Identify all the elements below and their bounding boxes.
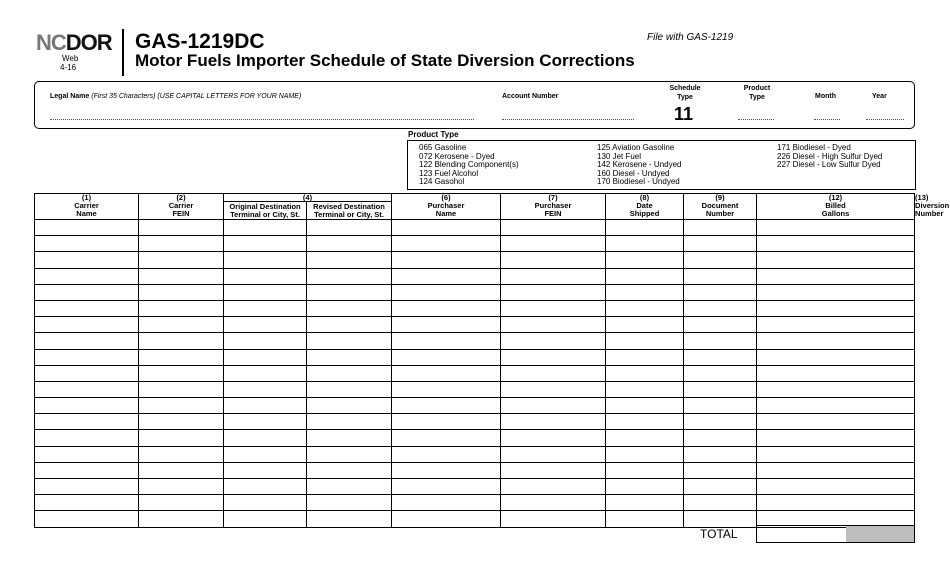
cell-carrier-fein[interactable] [139,430,224,446]
cell-purchaser-name[interactable] [392,414,501,430]
cell-revised-destination[interactable] [307,284,392,300]
cell-original-destination[interactable] [224,446,307,462]
col-header-purchaser-fein: (7) Purchaser FEIN [501,194,606,220]
cell-date-shipped[interactable] [606,284,684,300]
cell-carrier-name[interactable] [35,365,139,381]
schedule-type-value: 11 [674,104,694,124]
total-label: TOTAL [700,527,738,541]
cell-carrier-name[interactable] [35,252,139,268]
cell-revised-destination[interactable] [307,381,392,397]
cell-document-number[interactable] [684,462,757,478]
cell-revised-destination[interactable] [307,365,392,381]
cell-carrier-name[interactable] [35,333,139,349]
cell-document-number[interactable] [684,430,757,446]
cell-billed-gallons[interactable] [757,300,915,316]
cell-document-number[interactable] [684,268,757,284]
col-header-carrier-name: (1) Carrier Name [35,194,139,220]
table-row [35,220,915,236]
cell-purchaser-fein[interactable] [501,511,606,527]
table-body [35,220,915,528]
cell-carrier-fein[interactable] [139,284,224,300]
cell-carrier-fein[interactable] [139,252,224,268]
cell-date-shipped[interactable] [606,446,684,462]
cell-original-destination[interactable] [224,479,307,495]
cell-revised-destination[interactable] [307,479,392,495]
cell-billed-gallons[interactable] [757,284,915,300]
cell-revised-destination[interactable] [307,511,392,527]
cell-carrier-fein[interactable] [139,317,224,333]
cell-date-shipped[interactable] [606,398,684,414]
cell-carrier-name[interactable] [35,479,139,495]
month-field[interactable] [814,119,840,120]
cell-original-destination[interactable] [224,398,307,414]
cell-revised-destination[interactable] [307,268,392,284]
cell-carrier-name[interactable] [35,300,139,316]
cell-carrier-fein[interactable] [139,398,224,414]
cell-purchaser-fein[interactable] [501,381,606,397]
cell-billed-gallons[interactable] [757,495,915,511]
col-header-date-shipped: (8) Date Shipped [606,194,684,220]
taxpayer-info-box [34,81,915,129]
table-row [35,300,915,316]
cell-carrier-name[interactable] [35,398,139,414]
product-type-field[interactable] [738,119,774,120]
cell-document-number[interactable] [684,495,757,511]
header-divider [122,29,124,76]
cell-billed-gallons[interactable] [757,381,915,397]
cell-original-destination[interactable] [224,252,307,268]
cell-original-destination[interactable] [224,462,307,478]
cell-original-destination[interactable] [224,300,307,316]
cell-carrier-name[interactable] [35,284,139,300]
cell-purchaser-name[interactable] [392,220,501,236]
cell-document-number[interactable] [684,333,757,349]
table-row [35,236,915,252]
cell-carrier-fein[interactable] [139,479,224,495]
cell-carrier-name[interactable] [35,220,139,236]
cell-purchaser-fein[interactable] [501,495,606,511]
cell-purchaser-name[interactable] [392,252,501,268]
table-row [35,349,915,365]
cell-document-number[interactable] [684,479,757,495]
cell-purchaser-fein[interactable] [501,268,606,284]
table-row [35,333,915,349]
cell-date-shipped[interactable] [606,511,684,527]
product-type-list-label: Product Type [408,130,459,139]
table-row [35,252,915,268]
cell-revised-destination[interactable] [307,252,392,268]
col-header-purchaser-name: (6) Purchaser Name [392,194,501,220]
file-with-note: File with GAS-1219 [647,32,734,43]
cell-carrier-name[interactable] [35,381,139,397]
cell-document-number[interactable] [684,252,757,268]
cell-carrier-fein[interactable] [139,236,224,252]
cell-carrier-name[interactable] [35,462,139,478]
cell-document-number[interactable] [684,511,757,527]
cell-purchaser-fein[interactable] [501,317,606,333]
table-row [35,446,915,462]
cell-original-destination[interactable] [224,268,307,284]
cell-document-number[interactable] [684,284,757,300]
cell-carrier-name[interactable] [35,511,139,527]
diversion-corrections-table: (1) Carrier Name (2) Carrier FEIN (4) (6) Purchaser Name (7) Purchaser FEIN (8) Date Shipped (9) Document Number (12) Billed Gallons (13) Diversion Number Original Destination Terminal or City, St. Revised Destination Terminal or City, St. [34,193,915,528]
cell-purchaser-name[interactable] [392,333,501,349]
cell-billed-gallons[interactable] [757,268,915,284]
cell-purchaser-fein[interactable] [501,333,606,349]
table-row [35,414,915,430]
cell-document-number[interactable] [684,300,757,316]
table-row [35,479,915,495]
col-header-carrier-fein: (2) Carrier FEIN [139,194,224,220]
cell-document-number[interactable] [684,446,757,462]
cell-purchaser-name[interactable] [392,365,501,381]
cell-revised-destination[interactable] [307,300,392,316]
cell-purchaser-name[interactable] [392,381,501,397]
product-type-column-1: 065 Gasoline 072 Kerosene - Dyed 122 Blending Component(s) 123 Fuel Alcohol 124 Gasohol [419,143,519,187]
cell-carrier-fein[interactable] [139,414,224,430]
table-row [35,495,915,511]
cell-billed-gallons[interactable] [757,317,915,333]
total-billed-gallons-field[interactable] [756,525,848,543]
cell-purchaser-name[interactable] [392,349,501,365]
schedule-type-label: Schedule Type [669,85,701,101]
cell-billed-gallons[interactable] [757,479,915,495]
cell-document-number[interactable] [684,220,757,236]
cell-date-shipped[interactable] [606,495,684,511]
table-row [35,381,915,397]
cell-original-destination[interactable] [224,236,307,252]
col-header-original-destination: Original Destination Terminal or City, St. [224,202,307,220]
cell-purchaser-name[interactable] [392,317,501,333]
cell-purchaser-fein[interactable] [501,284,606,300]
cell-document-number[interactable] [684,381,757,397]
table-row [35,268,915,284]
cell-original-destination[interactable] [224,333,307,349]
cell-purchaser-fein[interactable] [501,462,606,478]
cell-revised-destination[interactable] [307,317,392,333]
cell-document-number[interactable] [684,317,757,333]
cell-original-destination[interactable] [224,220,307,236]
cell-purchaser-name[interactable] [392,430,501,446]
cell-purchaser-name[interactable] [392,462,501,478]
cell-purchaser-name[interactable] [392,268,501,284]
cell-date-shipped[interactable] [606,268,684,284]
cell-revised-destination[interactable] [307,220,392,236]
cell-purchaser-fein[interactable] [501,430,606,446]
table-row [35,284,915,300]
cell-revised-destination[interactable] [307,333,392,349]
form-id: GAS-1219DC [135,30,265,53]
cell-date-shipped[interactable] [606,220,684,236]
cell-carrier-fein[interactable] [139,462,224,478]
cell-date-shipped[interactable] [606,479,684,495]
col-header-document-number: (9) Document Number [684,194,757,220]
cell-carrier-fein[interactable] [139,349,224,365]
cell-document-number[interactable] [684,365,757,381]
cell-date-shipped[interactable] [606,414,684,430]
table-row [35,317,915,333]
logo-version: Web 4-16 [60,54,79,72]
cell-purchaser-name[interactable] [392,479,501,495]
cell-original-destination[interactable] [224,430,307,446]
cell-purchaser-fein[interactable] [501,220,606,236]
cell-carrier-fein[interactable] [139,511,224,527]
cell-original-destination[interactable] [224,381,307,397]
ncdor-logo: NCDOR [36,30,112,55]
account-number-field[interactable] [502,119,634,120]
cell-carrier-fein[interactable] [139,495,224,511]
legal-name-field[interactable] [50,119,474,120]
cell-purchaser-fein[interactable] [501,414,606,430]
cell-purchaser-name[interactable] [392,398,501,414]
cell-date-shipped[interactable] [606,333,684,349]
cell-original-destination[interactable] [224,414,307,430]
cell-purchaser-fein[interactable] [501,300,606,316]
product-type-column-2: 125 Aviation Gasoline 130 Jet Fuel 142 Kerosene - Undyed 160 Diesel - Undyed 170 Biodiesel - Undyed [597,143,682,187]
cell-carrier-fein[interactable] [139,381,224,397]
cell-billed-gallons[interactable] [757,252,915,268]
cell-original-destination[interactable] [224,317,307,333]
cell-purchaser-fein[interactable] [501,446,606,462]
product-type-column-3: 171 Biodiesel - Dyed 226 Diesel - High Sulfur Dyed 227 Diesel - Low Sulfur Dyed [777,143,883,170]
cell-carrier-name[interactable] [35,495,139,511]
product-type-list [407,140,916,190]
cell-document-number[interactable] [684,236,757,252]
cell-purchaser-name[interactable] [392,511,501,527]
cell-billed-gallons[interactable] [757,446,915,462]
cell-carrier-name[interactable] [35,317,139,333]
cell-purchaser-name[interactable] [392,284,501,300]
cell-date-shipped[interactable] [606,236,684,252]
cell-carrier-fein[interactable] [139,446,224,462]
cell-date-shipped[interactable] [606,317,684,333]
cell-original-destination[interactable] [224,284,307,300]
cell-billed-gallons[interactable] [757,365,915,381]
cell-billed-gallons[interactable] [757,414,915,430]
cell-carrier-name[interactable] [35,430,139,446]
col-header-revised-destination: Revised Destination Terminal or City, St. [307,202,392,220]
cell-billed-gallons[interactable] [757,349,915,365]
cell-purchaser-fein[interactable] [501,349,606,365]
cell-carrier-name[interactable] [35,414,139,430]
cell-purchaser-name[interactable] [392,446,501,462]
form-title: Motor Fuels Importer Schedule of State Diversion Corrections [135,51,635,70]
cell-original-destination[interactable] [224,365,307,381]
month-label: Month [815,93,836,100]
year-field[interactable] [866,119,904,120]
cell-date-shipped[interactable] [606,430,684,446]
year-label: Year [872,93,887,100]
table-row [35,398,915,414]
cell-revised-destination[interactable] [307,446,392,462]
table-row [35,365,915,381]
table-row [35,462,915,478]
cell-purchaser-fein[interactable] [501,365,606,381]
cell-billed-gallons[interactable] [757,333,915,349]
cell-carrier-fein[interactable] [139,333,224,349]
cell-carrier-name[interactable] [35,236,139,252]
cell-purchaser-fein[interactable] [501,479,606,495]
col-header-billed-gallons: (12) Billed Gallons [757,194,915,220]
product-type-label: Product Type [743,85,771,101]
cell-date-shipped[interactable] [606,300,684,316]
cell-carrier-fein[interactable] [139,300,224,316]
cell-revised-destination[interactable] [307,414,392,430]
cell-original-destination[interactable] [224,511,307,527]
cell-revised-destination[interactable] [307,398,392,414]
cell-revised-destination[interactable] [307,349,392,365]
cell-date-shipped[interactable] [606,381,684,397]
cell-billed-gallons[interactable] [757,430,915,446]
cell-revised-destination[interactable] [307,495,392,511]
cell-original-destination[interactable] [224,349,307,365]
col-header-destination-group: (4) [224,194,392,202]
legal-name-label: Legal Name (First 35 Characters) (USE CAPITAL LETTERS FOR YOUR NAME) [50,93,302,100]
cell-revised-destination[interactable] [307,462,392,478]
cell-purchaser-fein[interactable] [501,252,606,268]
account-number-label: Account Number [502,93,559,100]
cell-document-number[interactable] [684,398,757,414]
cell-billed-gallons[interactable] [757,398,915,414]
cell-billed-gallons[interactable] [757,220,915,236]
cell-billed-gallons[interactable] [757,462,915,478]
cell-purchaser-name[interactable] [392,495,501,511]
cell-purchaser-name[interactable] [392,300,501,316]
cell-original-destination[interactable] [224,495,307,511]
cell-purchaser-fein[interactable] [501,398,606,414]
cell-document-number[interactable] [684,414,757,430]
cell-date-shipped[interactable] [606,252,684,268]
cell-carrier-name[interactable] [35,446,139,462]
cell-purchaser-fein[interactable] [501,236,606,252]
cell-carrier-name[interactable] [35,349,139,365]
table-row [35,430,915,446]
cell-revised-destination[interactable] [307,236,392,252]
cell-revised-destination[interactable] [307,430,392,446]
cell-carrier-fein[interactable] [139,365,224,381]
cell-billed-gallons[interactable] [757,236,915,252]
cell-date-shipped[interactable] [606,349,684,365]
cell-carrier-name[interactable] [35,268,139,284]
cell-carrier-fein[interactable] [139,268,224,284]
cell-document-number[interactable] [684,349,757,365]
cell-date-shipped[interactable] [606,365,684,381]
cell-carrier-fein[interactable] [139,220,224,236]
total-shaded-cell [846,525,915,543]
cell-date-shipped[interactable] [606,462,684,478]
cell-purchaser-name[interactable] [392,236,501,252]
